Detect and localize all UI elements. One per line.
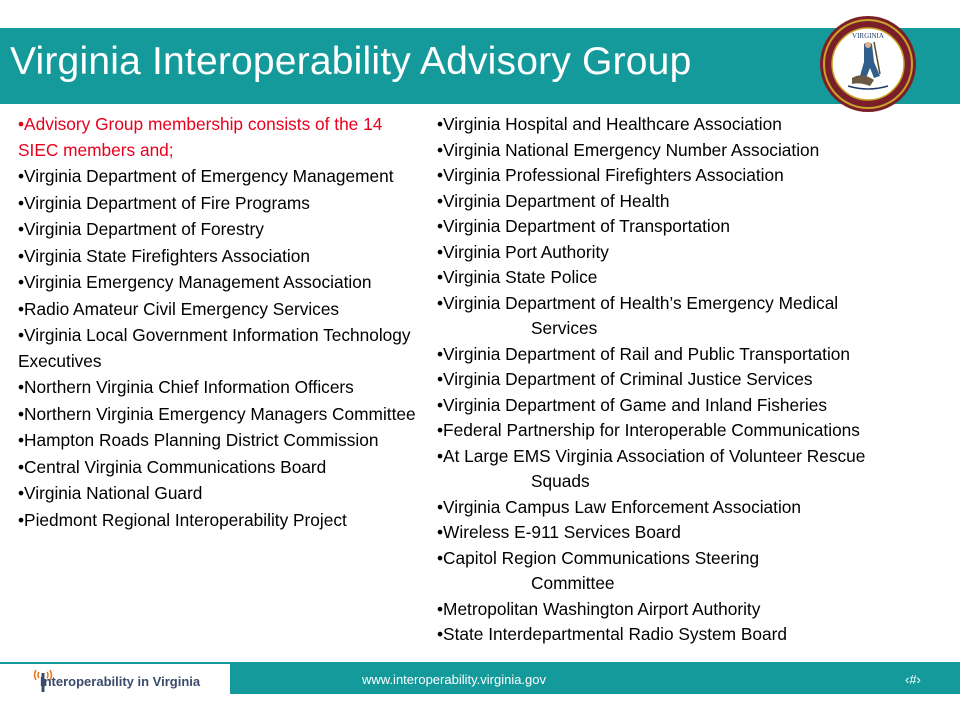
list-item: •Virginia State Firefighters Association (18, 245, 310, 266)
list-item: •Federal Partnership for Interoperable Communications (437, 420, 860, 440)
left-member-list (18, 112, 418, 534)
list-item: •Virginia National Emergency Number Association (437, 139, 820, 160)
list-item: •Virginia Department of Fire Programs (18, 192, 310, 213)
page-number: ‹#› (905, 672, 921, 687)
list-item: •At Large EMS Virginia Association of Volunteer Rescue (437, 445, 866, 466)
svg-text:VIRGINIA: VIRGINIA (852, 32, 884, 40)
list-item: •Virginia Professional Firefighters Association (437, 165, 784, 185)
list-item: •Hampton Roads Planning District Commission (18, 430, 379, 450)
list-item: •State Interdepartmental Radio System Board (437, 624, 787, 644)
list-item: •Virginia Emergency Management Association (18, 272, 372, 292)
list-item: •Virginia Department of Rail and Public Transportation (437, 343, 851, 364)
list-item: •Virginia Department of Health’s Emergency Medical (437, 292, 839, 313)
list-item: •Capitol Region Communications Steering (437, 547, 760, 568)
list-item: •Northern Virginia Emergency Managers Committee (18, 403, 416, 424)
list-item: •Advisory Group membership consists of the 14 SIEC members and; (18, 114, 383, 160)
footer-url[interactable]: www.interoperability.virginia.gov (362, 672, 547, 687)
list-item: •Radio Amateur Civil Emergency Services (18, 298, 340, 319)
list-item: •Virginia Department of Criminal Justice Services (437, 369, 813, 389)
list-item: •Metropolitan Washington Airport Authority (437, 598, 761, 619)
list-item: •Virginia State Police (437, 267, 598, 287)
list-item-continuation: Services (531, 318, 598, 338)
virginia-seal-icon (818, 14, 918, 114)
slide-title: Virginia Interoperability Advisory Group (10, 40, 692, 83)
list-item: •Wireless E-911 Services Board (437, 522, 681, 542)
list-item: •Virginia Hospital and Healthcare Association (437, 114, 782, 134)
list-item: •Virginia Local Government Information Technology Executives (18, 325, 411, 371)
list-item: •Piedmont Regional Interoperability Project (18, 509, 347, 530)
list-item: •Virginia Department of Transportation (437, 216, 730, 236)
footer-logo-text: Interoperability in Virginia (40, 674, 201, 689)
footer-logo (0, 664, 230, 694)
list-item: •Virginia Department of Emergency Management (18, 166, 394, 186)
title-bar (0, 28, 960, 104)
list-item: •Northern Virginia Chief Information Officers (18, 377, 354, 397)
list-item: •Virginia Department of Health (437, 190, 670, 211)
list-item-continuation: Committee (531, 573, 615, 593)
list-item: •Virginia Department of Game and Inland Fisheries (437, 394, 827, 415)
list-item: •Virginia National Guard (18, 483, 203, 503)
list-item: •Virginia Port Authority (437, 241, 609, 262)
list-item: •Virginia Department of Forestry (18, 219, 264, 239)
right-member-list (437, 112, 960, 648)
list-item: •Virginia Campus Law Enforcement Association (437, 496, 802, 517)
list-item: •Central Virginia Communications Board (18, 456, 327, 477)
list-item-continuation: Squads (531, 471, 590, 491)
